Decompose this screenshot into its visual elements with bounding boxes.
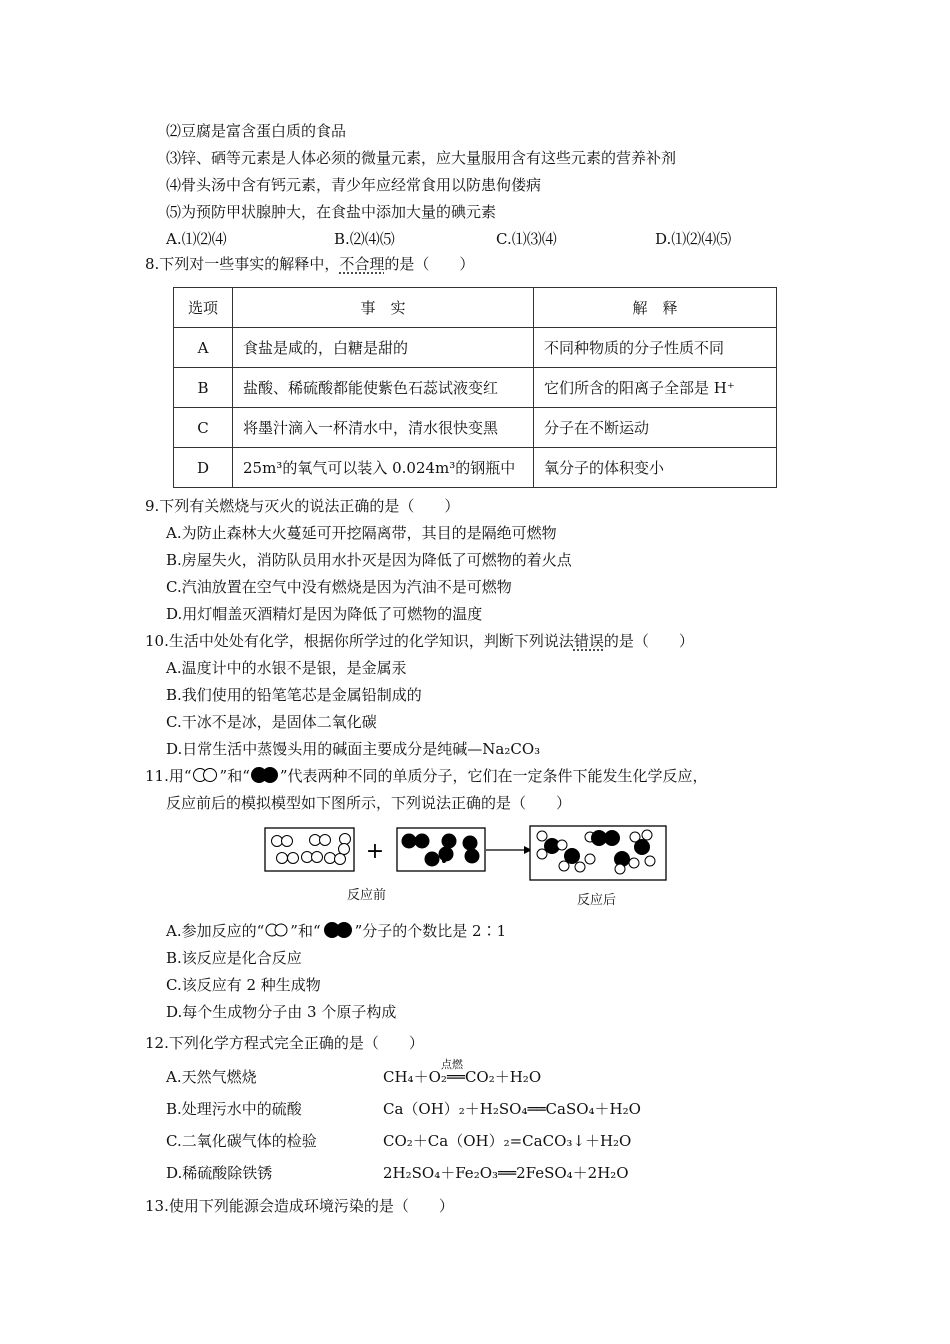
q10-stem-emphasis: 错误: [573, 632, 604, 650]
q9-option-b[interactable]: B.房屋失火，消防队员用水扑灭是因为降低了可燃物的着火点: [166, 551, 572, 569]
q8-row-d: [174, 448, 777, 488]
q11-stem-1a: 11.用“: [145, 767, 192, 785]
q8-row-fact: 25m³的氧气可以装入 0.024m³的钢瓶中: [233, 448, 534, 488]
q7-item-3: ⑶锌、硒等元素是人体必须的微量元素，应大量服用含有这些元素的营养补剂: [166, 149, 677, 167]
q12-equation-d: 2H₂SO₄＋Fe₂O₃══2FeSO₄＋2H₂O: [383, 1164, 629, 1182]
q8-row-explain: 它们所含的阳离子全部是 H⁺: [534, 368, 777, 408]
q8-header-option: 选项: [174, 288, 233, 328]
q9-option-a[interactable]: A.为防止森林大火蔓延可开挖隔离带，其目的是隔绝可燃物: [166, 524, 557, 542]
q12-stem: 12.下列化学方程式完全正确的是（ ）: [145, 1034, 424, 1052]
q11-stem-line2: 反应前后的模拟模型如下图所示，下列说法正确的是（ ）: [166, 794, 572, 812]
q11-option-a-text-3: ”分子的个数比是 2∶1: [354, 922, 507, 940]
q10-stem-a: 10.生活中处处有化学，根据你所学过的化学知识，判断下列说法: [145, 632, 574, 650]
q8-row-key: D: [174, 448, 233, 488]
q7-item-5: ⑸为预防甲状腺肿大，在食盐中添加大量的碘元素: [166, 203, 497, 221]
q8-stem-emphasis: 不合理: [339, 255, 385, 273]
q11-option-b[interactable]: B.该反应是化合反应: [166, 949, 302, 967]
q11-option-d[interactable]: D.每个生成物分子由 3 个原子构成: [166, 1003, 397, 1021]
black-molecule-icon: [321, 921, 355, 939]
q7-option-d[interactable]: D.⑴⑵⑷⑸: [655, 230, 732, 248]
q7-item-4: ⑷骨头汤中含有钙元素，青少年应经常食用以防患佝偻病: [166, 176, 542, 194]
plus-sign: +: [365, 839, 385, 864]
q12-equation-c: CO₂＋Ca（OH）₂=CaCO₃↓＋H₂O: [383, 1132, 632, 1150]
q10-stem-b: 的是（ ）: [603, 632, 694, 650]
q9-option-d[interactable]: D.用灯帽盖灭酒精灯是因为降低了可燃物的温度: [166, 605, 483, 623]
q9-option-c[interactable]: C.汽油放置在空气中没有燃烧是因为汽油不是可燃物: [166, 578, 512, 596]
q8-row-c: [174, 408, 777, 448]
q11-option-c[interactable]: C.该反应有 2 种生成物: [166, 976, 321, 994]
q8-row-key: C: [174, 408, 233, 448]
q7-item-2: ⑵豆腐是富含蛋白质的食品: [166, 122, 347, 140]
q12-option-b[interactable]: B.处理污水中的硫酸: [166, 1100, 302, 1118]
q8-stem-a: 8.下列对一些事实的解释中，: [145, 255, 340, 273]
q11-option-a[interactable]: [166, 921, 506, 941]
black-molecule-icon: [250, 766, 280, 784]
q9-stem: 9.下列有关燃烧与灭火的说法正确的是（ ）: [145, 497, 460, 515]
q10-option-c[interactable]: C.干冰不是冰，是固体二氧化碳: [166, 713, 377, 731]
q8-stem-b: 的是（ ）: [384, 255, 475, 273]
q12-equation-b: Ca（OH）₂＋H₂SO₄══CaSO₄＋H₂O: [383, 1100, 641, 1118]
q10-stem: [145, 631, 694, 651]
q8-row-fact: 食盐是咸的，白糖是甜的: [233, 328, 534, 368]
q12-option-c[interactable]: C.二氧化碳气体的检验: [166, 1132, 317, 1150]
q11-stem-line1: [145, 766, 708, 786]
q8-row-key: B: [174, 368, 233, 408]
q11-option-a-text-2: ”和“: [290, 922, 321, 940]
q8-header-fact: 事 实: [233, 288, 534, 328]
white-molecule-icon: [192, 767, 220, 783]
q12-condition-a: 点燃: [441, 1058, 463, 1071]
white-molecule-icon: [264, 922, 290, 938]
q8-row-explain: 分子在不断运动: [534, 408, 777, 448]
q10-option-b[interactable]: B.我们使用的铅笔笔芯是金属铅制成的: [166, 686, 422, 704]
q8-row-explain: 氧分子的体积变小: [534, 448, 777, 488]
q11-stem-1b: ”和“: [219, 767, 250, 785]
q8-table: [173, 287, 777, 488]
q8-row-a: [174, 328, 777, 368]
label-before-reaction: 反应前: [347, 888, 387, 903]
q8-row-fact: 将墨汁滴入一杯清水中，清水很快变黑: [233, 408, 534, 448]
q11-option-a-text-1: A.参加反应的“: [166, 922, 265, 940]
q12-option-d[interactable]: D.稀硫酸除铁锈: [166, 1164, 273, 1182]
q10-option-d[interactable]: D.日常生活中蒸馒头用的碱面主要成分是纯碱—Na₂CO₃: [166, 740, 541, 758]
q7-option-a[interactable]: A.⑴⑵⑷: [166, 230, 227, 248]
q12-option-a[interactable]: A.天然气燃烧: [166, 1068, 257, 1086]
q7-option-b[interactable]: B.⑵⑷⑸: [334, 230, 395, 248]
q7-option-c[interactable]: C.⑴⑶⑷: [496, 230, 557, 248]
q11-stem-1c: ”代表两种不同的单质分子，它们在一定条件下能发生化学反应，: [279, 767, 708, 785]
q8-row-b: [174, 368, 777, 408]
q8-header-explain: 解 释: [534, 288, 777, 328]
q13-stem: 13.使用下列能源会造成环境污染的是（ ）: [145, 1197, 454, 1215]
q8-stem: [145, 254, 474, 274]
q8-row-fact: 盐酸、稀硫酸都能使紫色石蕊试液变红: [233, 368, 534, 408]
q8-row-explain: 不同种物质的分子性质不同: [534, 328, 777, 368]
q8-row-key: A: [174, 328, 233, 368]
label-after-reaction: 反应后: [577, 893, 617, 908]
q12-equation-a: CH₄＋O₂══CO₂＋H₂O: [383, 1068, 542, 1086]
q8-header-row: [174, 288, 777, 328]
q10-option-a[interactable]: A.温度计中的水银不是银，是金属汞: [166, 659, 407, 677]
